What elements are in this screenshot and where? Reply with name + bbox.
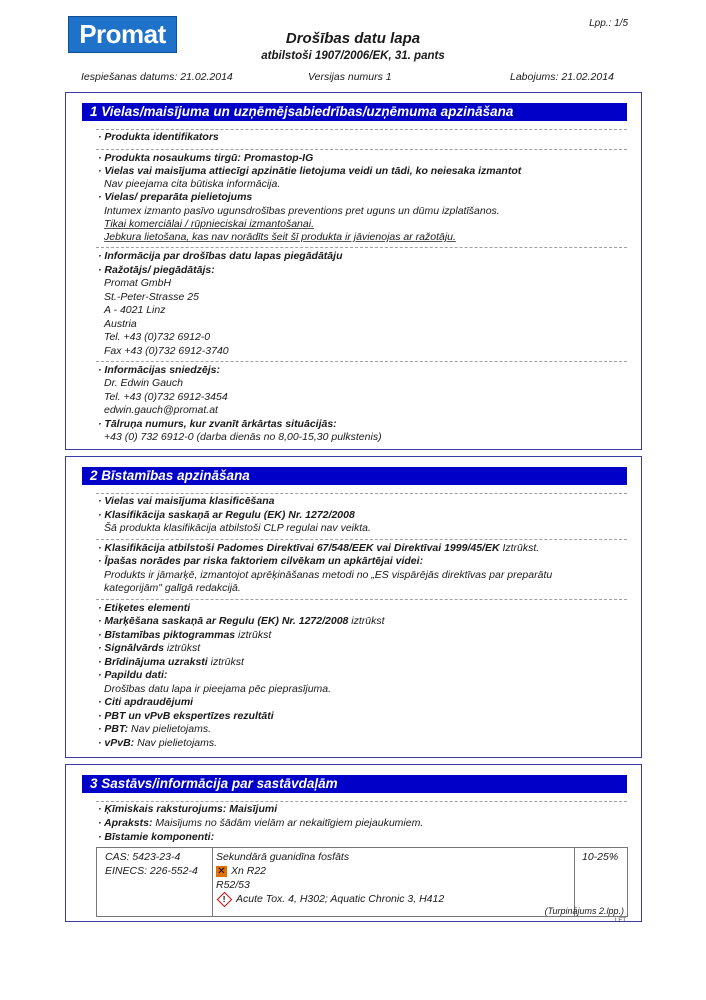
- s2-line: [98, 656, 244, 668]
- component-ghs: [216, 893, 444, 905]
- s2-label: · Klasifikācija atbilstoši Padomes Direktīvai 67/548/EEK vai Direktīvai 1999/45/EK: [98, 542, 500, 554]
- s2-value: iztrūkst: [348, 615, 385, 627]
- s3-label: · Apraksts:: [98, 817, 153, 829]
- harmful-x-icon: ✕: [217, 865, 226, 877]
- s2-value: iztrūkst: [163, 642, 201, 654]
- s3-line: · Ķīmiskais raksturojums: Maisījumi: [98, 803, 278, 815]
- s3-line: [98, 817, 423, 829]
- s1-line: Nav pieejama cita būtiska informācija.: [104, 178, 281, 190]
- s2-line: Šā produkta klasifikācija atbilstoši CLP regulai nav veikta.: [104, 522, 371, 534]
- s2-label: · Marķēšana saskaņā ar Regulu (EK) Nr. 1272/2008: [98, 615, 349, 627]
- s2-line: · PBT un vPvB ekspertīzes rezultāti: [98, 710, 274, 722]
- footer-code: LET: [614, 918, 626, 924]
- s2-line: · Vielas vai maisījuma klasificēšana: [98, 495, 275, 507]
- s2-label: · PBT:: [98, 723, 129, 735]
- s1-line: · Produkta nosaukums tirgū: Promastop-IG: [98, 152, 314, 164]
- s1-line: · Tālruņa numurs, kur zvanīt ārkārtas situācijās:: [98, 418, 337, 430]
- s1-line: · Produkta identifikators: [98, 131, 219, 143]
- s2-line: [98, 542, 539, 554]
- component-xn: [216, 865, 266, 877]
- section-2: [65, 456, 642, 758]
- s2-line: [98, 629, 271, 641]
- s1-line: Tel. +43 (0)732 6912-3454: [104, 391, 228, 403]
- s2-label: · vPvB:: [98, 737, 135, 749]
- version-number: Versijas numurs 1: [308, 71, 392, 83]
- s2-value: Nav pielietojams.: [134, 737, 218, 749]
- s2-value: iztrūkst: [207, 656, 244, 668]
- s1-line: · Vielas/ preparāta pielietojums: [98, 191, 253, 203]
- s1-line: St.-Peter-Strasse 25: [104, 291, 199, 303]
- s1-line: Promat GmbH: [104, 277, 172, 289]
- s2-line: [98, 723, 211, 735]
- print-date: Iespiešanas datums: 21.02.2014: [81, 71, 233, 83]
- document-title: Drošības datu lapa: [285, 30, 421, 47]
- s1-line: A - 4021 Linz: [104, 304, 166, 316]
- s2-value: Nav pielietojams.: [128, 723, 212, 735]
- s2-line: · Papildu dati:: [98, 669, 168, 681]
- s2-label: · Brīdinājuma uzraksti: [98, 656, 208, 668]
- revision-date: Labojums: 21.02.2014: [510, 71, 614, 83]
- s2-line: Drošības datu lapa ir pieejama pēc pieprasījuma.: [104, 683, 332, 695]
- component-r: R52/53: [216, 879, 250, 891]
- s2-line: Produkts ir jāmarķē, izmantojot aprēķināšanas metodi no „ES vispārējās direktīvas par preparātu: [104, 569, 553, 581]
- section-3: [65, 764, 642, 922]
- s2-line: [98, 642, 200, 654]
- component-cas: CAS: 5423-23-4: [105, 851, 181, 863]
- s2-label: · Bīstamības piktogrammas: [98, 629, 236, 641]
- s1-line: · Informācija par drošības datu lapas piegādātāju: [98, 250, 343, 262]
- s1-line: Intumex izmanto pasīvo ugunsdrošības preventions pret uguns un dūmu izplatīšanos.: [104, 205, 500, 217]
- s2-line: [98, 615, 385, 627]
- section-3-heading: 3 Sastāvs/informācija par sastāvdaļām: [82, 775, 627, 793]
- s2-line: · Etiķetes elementi: [98, 602, 191, 614]
- component-ghs-text: Acute Tox. 4, H302; Aquatic Chronic 3, H412: [236, 893, 445, 905]
- section-2-heading: 2 Bīstamības apzināšana: [82, 467, 627, 485]
- component-name: Sekundārā guanidīna fosfāts: [216, 851, 350, 863]
- s2-line: · Klasifikācija saskaņā ar Regulu (EK) Nr. 1272/2008: [98, 509, 355, 521]
- page-number: Lpp.: 1/5: [589, 18, 628, 29]
- component-einecs: EINECS: 226-552-4: [105, 865, 198, 877]
- s1-line: Tel. +43 (0)732 6912-0: [104, 331, 211, 343]
- s1-line: edwin.gauch@promat.at: [104, 404, 218, 416]
- section-1: [65, 92, 642, 450]
- s2-line: · Īpašas norādes par riska faktoriem cilvēkam un apkārtējai videi:: [98, 555, 424, 567]
- s3-line: · Bīstamie komponenti:: [98, 831, 215, 843]
- document-subtitle: atbilstoši 1907/2006/EK, 31. pants: [261, 50, 445, 62]
- s1-line: Dr. Edwin Gauch: [104, 377, 183, 389]
- s2-value: Iztrūkst.: [499, 542, 540, 554]
- exclamation-diamond-icon: !: [217, 891, 233, 907]
- promat-logo: Promat: [68, 16, 177, 53]
- s2-line: kategorijām" galīgā redakcijā.: [104, 582, 241, 594]
- s1-line: Jebkura lietošana, kas nav norādīts šeit šī produkta ir jāvienojas ar ražotāju.: [104, 231, 456, 243]
- s1-line: · Vielas vai maisījuma attiecīgi apzinātie lietojuma veidi un tādi, ko neiesaka izmantot: [98, 165, 522, 177]
- s1-line: · Informācijas sniedzējs:: [98, 364, 220, 376]
- s1-line: Fax +43 (0)732 6912-3740: [104, 345, 229, 357]
- s1-line: Tikai komerciālai / rūpnieciskai izmantošanai.: [104, 218, 314, 230]
- section-1-heading: 1 Vielas/maisījuma un uzņēmējsabiedrības/uzņēmuma apzināšana: [82, 103, 627, 121]
- s2-label: · Signālvārds: [98, 642, 164, 654]
- s2-line: · Citi apdraudējumi: [98, 696, 194, 708]
- s1-line: +43 (0) 732 6912-0 (darba dienās no 8,00-15,30 pulkstenis): [104, 431, 382, 443]
- s1-line: Austria: [104, 318, 137, 330]
- s2-line: [98, 737, 217, 749]
- continued-note: (Turpinājums 2.lpp.): [544, 906, 624, 916]
- s1-line: · Ražotājs/ piegādātājs:: [98, 264, 215, 276]
- component-xn-text: Xn R22: [231, 865, 267, 877]
- s3-value: Maisījums no šādām vielām ar nekaitīgiem piejaukumiem.: [152, 817, 424, 829]
- component-concentration: 10-25%: [582, 851, 619, 863]
- s2-value: iztrūkst: [235, 629, 272, 641]
